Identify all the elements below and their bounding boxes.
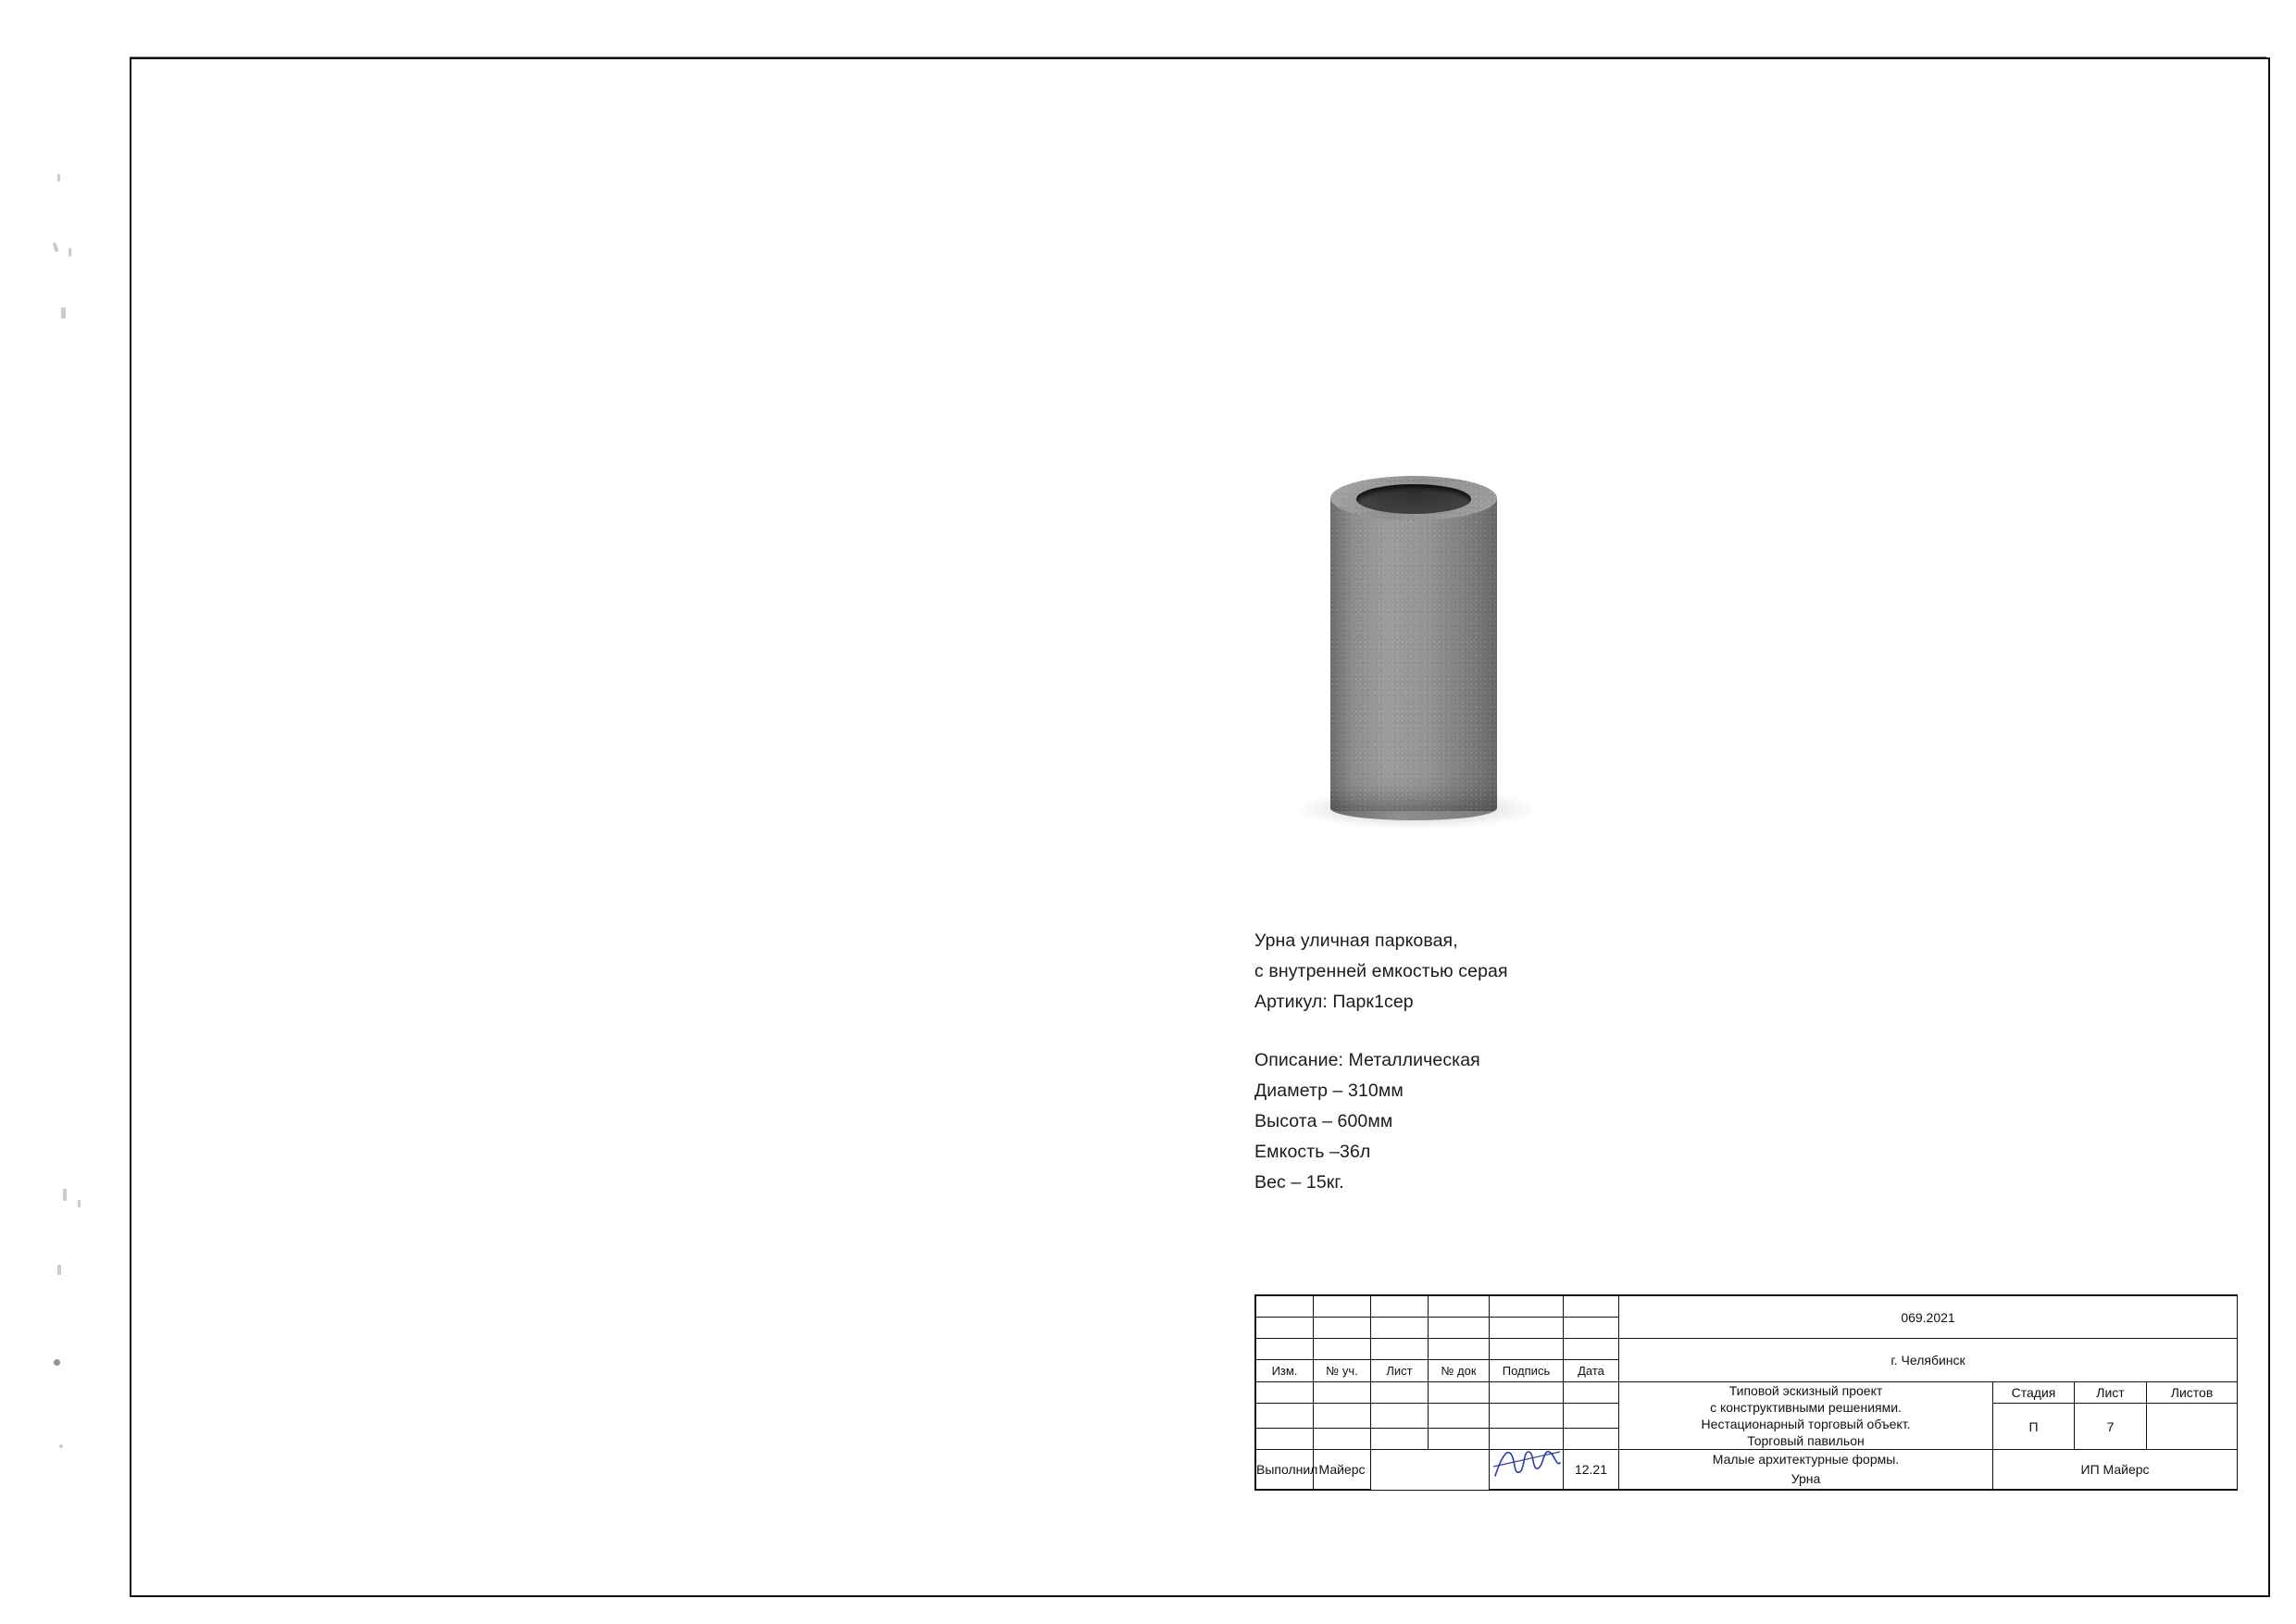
- person-date-cell: [1564, 1429, 1619, 1450]
- column-header-date: Дата: [1564, 1360, 1619, 1382]
- rev-cell: [1256, 1339, 1314, 1360]
- person-extra-cell: [1429, 1404, 1490, 1429]
- rev-cell: [1371, 1296, 1429, 1318]
- person-extra-cell: [1371, 1382, 1429, 1404]
- render-opening: [1356, 484, 1471, 514]
- column-header-list: Лист: [1371, 1360, 1429, 1382]
- person-role-cell: [1256, 1429, 1314, 1450]
- spec-line-3: Артикул: Парк1сер: [1254, 992, 1414, 1012]
- stage-value: П: [1993, 1404, 2075, 1450]
- signature-mark: [1490, 1450, 1563, 1489]
- title-block: [1254, 1294, 2238, 1491]
- render-body: [1330, 496, 1497, 811]
- person-name-cell: [1314, 1404, 1371, 1429]
- scan-artifacts: [0, 0, 130, 1624]
- person-name-cell: [1314, 1429, 1371, 1450]
- column-header-izm: Изм.: [1256, 1360, 1314, 1382]
- rev-cell: [1314, 1296, 1371, 1318]
- person-signature-cell: [1490, 1404, 1564, 1429]
- performed-date: 12.21: [1564, 1450, 1619, 1490]
- city-label: г. Челябинск: [1619, 1339, 2238, 1382]
- project-code: 069.2021: [1619, 1296, 2238, 1339]
- sheets-total-value: [2147, 1404, 2238, 1450]
- person-date-cell: [1564, 1382, 1619, 1404]
- rev-cell: [1564, 1318, 1619, 1339]
- rev-cell: [1256, 1318, 1314, 1339]
- person-extra-cell: [1371, 1404, 1429, 1429]
- column-header-stage: Стадия: [1993, 1382, 2075, 1404]
- desc-line-5: Вес – 15кг.: [1254, 1172, 1344, 1193]
- column-header-doc: № док: [1429, 1360, 1490, 1382]
- spacer-cell: [1429, 1450, 1490, 1490]
- signature-cell: [1490, 1450, 1564, 1490]
- rev-cell: [1314, 1339, 1371, 1360]
- column-header-sheets: Листов: [2147, 1382, 2238, 1404]
- table-row: [1256, 1450, 2238, 1490]
- person-extra-cell: [1429, 1382, 1490, 1404]
- column-header-sheet: Лист: [2075, 1382, 2147, 1404]
- spec-line-1: Урна уличная парковая,: [1254, 931, 1458, 951]
- project-title-line-3: Нестационарный торговый объект.: [1701, 1417, 1911, 1431]
- object-title-line-2: Урна: [1791, 1471, 1821, 1486]
- object-title: [1619, 1450, 1993, 1490]
- rev-cell: [1429, 1296, 1490, 1318]
- company-name: ИП Майерс: [1993, 1450, 2238, 1490]
- column-header-signature: Подпись: [1490, 1360, 1564, 1382]
- rev-cell: [1564, 1339, 1619, 1360]
- rev-cell: [1490, 1296, 1564, 1318]
- spec-gap: [1254, 1018, 1884, 1045]
- desc-line-2: Диаметр – 310мм: [1254, 1081, 1404, 1101]
- person-extra-cell: [1371, 1429, 1429, 1450]
- person-name-cell: [1314, 1382, 1371, 1404]
- rev-cell: [1490, 1318, 1564, 1339]
- project-title-line-4: Торговый павильон: [1747, 1433, 1865, 1448]
- project-title-line-1: Типовой эскизный проект: [1728, 1383, 1883, 1398]
- rev-cell: [1371, 1318, 1429, 1339]
- performed-name: Майерс: [1314, 1450, 1371, 1490]
- person-extra-cell: [1429, 1429, 1490, 1450]
- table-row: [1256, 1382, 2238, 1404]
- desc-line-3: Высота – 600мм: [1254, 1111, 1393, 1131]
- column-header-uch: № уч.: [1314, 1360, 1371, 1382]
- title-block-table: [1255, 1295, 2238, 1490]
- rev-cell: [1429, 1339, 1490, 1360]
- desc-line-4: Емкость –36л: [1254, 1142, 1371, 1162]
- specification-text: [1254, 926, 1884, 1198]
- person-date-cell: [1564, 1404, 1619, 1429]
- handwritten-signature-icon: [1491, 1439, 1564, 1481]
- person-signature-cell: [1490, 1382, 1564, 1404]
- product-render-urna: [1292, 470, 1551, 859]
- sheet-number-value: 7: [2075, 1404, 2147, 1450]
- rev-cell: [1429, 1318, 1490, 1339]
- project-title-line-2: с конструктивными решениями.: [1710, 1400, 1902, 1415]
- performed-label: Выполнил: [1256, 1450, 1314, 1490]
- rev-cell: [1564, 1296, 1619, 1318]
- rev-cell: [1371, 1339, 1429, 1360]
- desc-line-1: Описание: Металлическая: [1254, 1050, 1480, 1070]
- person-role-cell: [1256, 1382, 1314, 1404]
- spacer-cell: [1371, 1450, 1429, 1490]
- object-title-line-1: Малые архитектурные формы.: [1712, 1452, 1900, 1467]
- project-title: [1619, 1382, 1993, 1450]
- table-row: [1256, 1339, 2238, 1360]
- rev-cell: [1256, 1296, 1314, 1318]
- spec-line-2: с внутренней емкостью серая: [1254, 961, 1508, 981]
- rev-cell: [1490, 1339, 1564, 1360]
- table-row: [1256, 1296, 2238, 1318]
- person-role-cell: [1256, 1404, 1314, 1429]
- rev-cell: [1314, 1318, 1371, 1339]
